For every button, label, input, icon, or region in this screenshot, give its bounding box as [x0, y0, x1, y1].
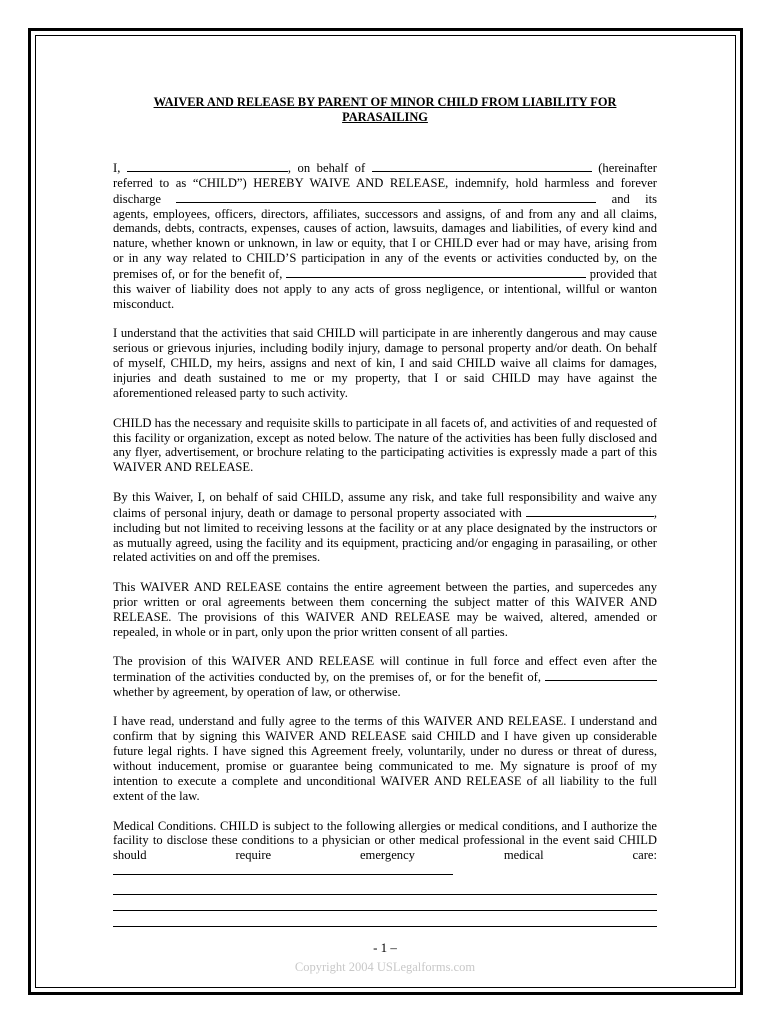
- title-line-2: PARASAILING: [342, 109, 428, 124]
- document-title: [113, 95, 657, 125]
- paragraph-acknowledgement: I have read, understand and fully agree to the terms of this WAIVER AND RELEASE. I understand and confirm that by signing this WAIVER AND RELEASE said CHILD and I have given up considerable future legal rights. I have signed this Agreement freely, voluntarily, under no duress or threat of duress, without inducement, promise or guarantee being communicated to me. My signature is proof of my intention to execute a complete and unconditional WAIVER AND RELEASE of all liability to the full extent of the law.: [113, 714, 657, 803]
- medical-conditions-line-2: [113, 895, 657, 911]
- release-text-4: and its agents, employees, officers, directors, affiliates, successors and assigns, of and from any and all claims, demands, debts, contracts, expenses, causes of action, lawsuits, damages and liabilities, of every kind and nature, whether known or unknown, in law or equity, that I or CHILD ever had or may have, arising from or in any way related to CHILD’S participation in any of the events or activities conducted by, on the premises of, or for the benefit of,: [113, 191, 657, 282]
- release-text-2: , on behalf of: [287, 160, 366, 175]
- activity-blank: [526, 505, 654, 517]
- child-name-blank: [372, 160, 592, 172]
- paragraph-release: [113, 160, 657, 312]
- continuation-text-1: The provision of this WAIVER AND RELEASE will continue in full force and effect even after the termination of the activities conducted by, on the premises of, or for the benefit of,: [113, 654, 657, 685]
- page-number: - 1 –: [373, 940, 397, 955]
- title-line-1: WAIVER AND RELEASE BY PARENT OF MINOR CHILD FROM LIABILITY FOR: [153, 95, 617, 109]
- continuation-text-2: whether by agreement, by operation of law, or otherwise.: [113, 684, 401, 699]
- paragraph-entire-agreement: This WAIVER AND RELEASE contains the entire agreement between the parties, and supercedes any prior written or oral agreements between them concerning the subject matter of this WAIVER AND RELEASE. The provisions of this WAIVER AND RELEASE may be waived, altered, amended or repealed, in whole or in part, only upon the prior written consent of all parties.: [113, 579, 657, 639]
- release-text-1: I,: [113, 160, 121, 175]
- copyright-watermark: Copyright 2004 USLegalforms.com: [294, 960, 476, 974]
- parent-name-blank: [127, 160, 288, 172]
- paragraph-continuation: [113, 654, 657, 700]
- continuation-blank: [545, 669, 657, 681]
- medical-conditions-line-1: [113, 879, 657, 895]
- medical-conditions-line-3: [113, 911, 657, 927]
- document-body: [113, 95, 657, 927]
- paragraph-assume-risk: [113, 490, 657, 566]
- benefit-party-blank: [286, 266, 586, 278]
- medical-conditions-blank: [113, 863, 453, 875]
- release-text-3: (hereinafter referred to as “CHILD”) HEREBY WAIVE AND RELEASE, indemnify, hold harmless and forever discharge: [113, 160, 657, 206]
- paragraph-skills: CHILD has the necessary and requisite skills to participate in all facets of, and activities of and requested of this facility or organization, except as noted below. The nature of the activities has been fully disclosed and any flyer, advertisement, or brochure relating to the participating activities is expressly made a part of this WAIVER AND RELEASE.: [113, 415, 657, 475]
- risk-text-1: By this Waiver, I, on behalf of said CHILD, assume any risk, and take full responsibility and waive any claims of personal injury, death or damage to personal property associated with: [113, 489, 657, 520]
- released-party-blank: [176, 191, 596, 203]
- medical-text: Medical Conditions. CHILD is subject to the following allergies or medical conditions, and I authorize the facility to disclose these conditions to a physician or other medical professional in the event said CHILD should require emergency medical care:: [113, 818, 657, 863]
- risk-text-2: , including but not limited to receiving lessons at the facility or at any place designated by the instructors or as mutually agreed, using the facility and its equipment, practicing and/or engaging in parasailing, or other related activities on and off the premises.: [113, 505, 658, 565]
- release-text-5: provided that this waiver of liability does not apply to any acts of gross negligence, or intentional, willful or wanton misconduct.: [113, 267, 657, 311]
- paragraph-medical-conditions: [113, 819, 657, 880]
- paragraph-dangers: I understand that the activities that said CHILD will participate in are inherently dangerous and may cause serious or grievous injuries, including bodily injury, damage to personal property and/or death. On behalf of myself, CHILD, my heirs, assigns and next of kin, I and said CHILD waive all claims for damages, injuries and death sustained to me or my property, that I or said CHILD may have against the aforementioned released party to such activity.: [113, 326, 657, 401]
